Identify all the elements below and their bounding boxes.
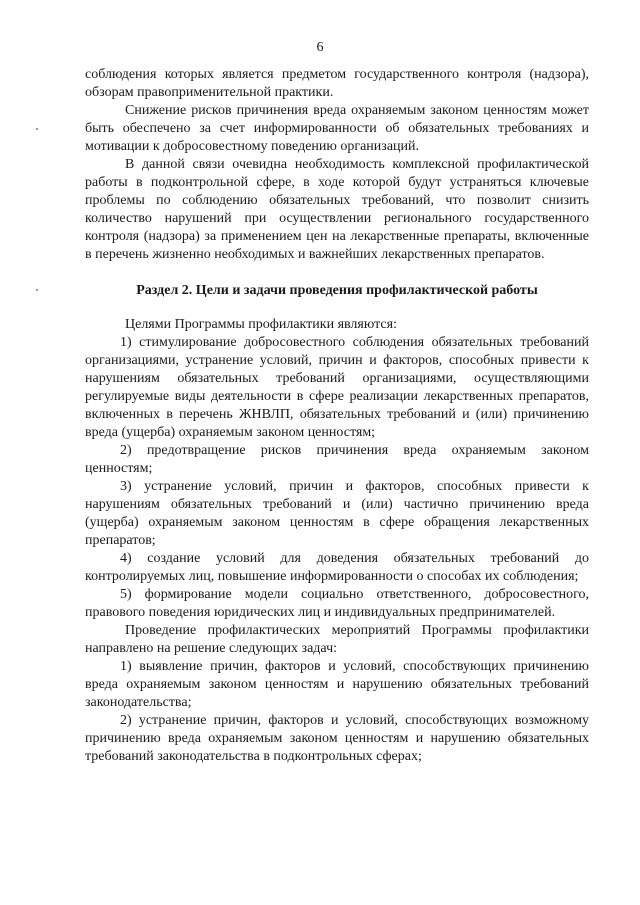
goal-item: 4) создание условий для доведения обязательных требований до контролируемых лиц, повышение информированности о способах их соблюдения; [85, 551, 589, 584]
paragraph: соблюдения которых является предметом государственного контроля (надзора), обзорам правоприменительной практики. [85, 67, 589, 100]
goal-item: 2) предотвращение рисков причинения вреда охраняемым законом ценностям; [85, 443, 589, 476]
margin-mark [36, 289, 38, 291]
task-item: 2) устранение причин, факторов и условий, способствующих возможному причинению вреда охраняемым законом ценностям и нарушению обязательных требований законодательства в подконтрольных сферах; [85, 713, 589, 764]
goal-item: 5) формирование модели социально ответственного, добросовестного, правового поведения юридических лиц и индивидуальных предпринимателей. [85, 587, 589, 620]
goal-item: 1) стимулирование добросовестного соблюдения обязательных требований организациями, устранение условий, причин и факторов, способных привести к нарушениям обязательных требований организациями, осуществляющими регулируемые виды деятельности в сфере реализации лекарственных препаратов, включенных в перечень ЖНВЛП, обязательных требований и (или) причинению вреда (ущерба) охраняемым законом ценностям; [85, 335, 589, 440]
goals-intro: Целями Программы профилактики являются: [125, 317, 397, 332]
task-item: 1) выявление причин, факторов и условий, способствующих причинению вреда охраняемым законом ценностям и нарушению обязательных требований законодательства; [85, 659, 589, 710]
page-number: 6 [316, 40, 324, 55]
section-title: Раздел 2. Цели и задачи проведения профилактической работы [136, 283, 538, 298]
paragraph: Снижение рисков причинения вреда охраняемым законом ценностям может быть обеспечено за счет информированности об обязательных требованиях и мотивации к добросовестному поведению организаций. [85, 103, 589, 154]
paragraph: В данной связи очевидна необходимость комплексной профилактической работы в подконтрольной сфере, в ходе которой будут устраняться ключевые проблемы по соблюдению обязательных требований, что позволит снизить количество нарушений при осуществлении регионального государственного контроля (надзора) за применением цен на лекарственные препараты, включенные в перечень жизненно необходимых и важнейших лекарственных препаратов. [85, 157, 589, 262]
goal-item: 3) устранение условий, причин и факторов, способных привести к нарушениям обязательных требований и (или) частично причинению вреда (ущерба) охраняемым законом ценностям в сфере обращения лекарственных препаратов; [85, 479, 589, 548]
margin-mark [36, 128, 38, 130]
tasks-intro: Проведение профилактических мероприятий Программы профилактики направлено на решение следующих задач: [85, 623, 589, 656]
document-body [85, 66, 589, 766]
